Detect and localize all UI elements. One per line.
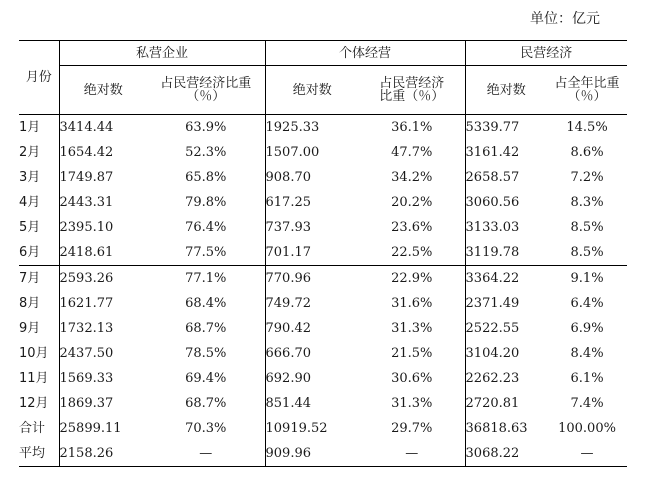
table-row [19, 391, 627, 416]
cell-private-share: — [147, 441, 265, 467]
cell-private-share: 79.8% [147, 190, 265, 215]
cell-individual-share: 22.9% [359, 266, 465, 292]
unit-label: 单位：亿元 [530, 11, 600, 27]
header-share-line1: 占民营经济 [379, 76, 445, 91]
cell-month: 平均 [19, 441, 59, 467]
cell-individual-share: 30.6% [359, 366, 465, 391]
table-row [19, 416, 627, 441]
cell-nonstate-abs: 3133.03 [465, 220, 520, 235]
cell-nonstate-abs: 3119.78 [465, 245, 520, 260]
cell-individual-share: 31.3% [359, 391, 465, 416]
table-row [19, 190, 627, 215]
table-row [19, 441, 627, 467]
header-abs: 绝对数 [83, 82, 123, 98]
cell-individual-abs: 10919.52 [265, 421, 328, 436]
cell-individual-abs: 790.42 [265, 321, 312, 336]
cell-individual-share: 34.2% [359, 165, 465, 190]
header-group-individual: 个体经营 [265, 41, 465, 66]
cell-share-year: 14.5% [547, 115, 627, 141]
table-row [19, 115, 627, 141]
header-share-line2: （％） [186, 89, 226, 104]
cell-private-abs: 2593.26 [59, 266, 147, 292]
cell-individual-abs: 770.96 [265, 266, 359, 292]
table-row [19, 366, 627, 391]
cell-private-abs: 2443.31 [59, 195, 114, 210]
cell-individual-abs: 1925.33 [265, 115, 359, 141]
cell-private-abs: 25899.11 [59, 421, 122, 436]
cell-month: 10月 [19, 341, 59, 366]
cell-individual-share: 21.5% [359, 341, 465, 366]
header-share-year-line1: 占全年比重 [554, 76, 620, 91]
header-group-nonstate: 民营经济 [465, 41, 627, 66]
cell-nonstate-abs: 3364.22 [465, 266, 547, 292]
cell-individual-share: 23.6% [359, 215, 465, 240]
table-row [19, 215, 627, 240]
cell-private-share: 68.7% [147, 316, 265, 341]
header-abs: 绝对数 [292, 82, 332, 98]
cell-nonstate-abs: 36818.63 [465, 421, 528, 436]
cell-month: 2月 [19, 140, 59, 165]
table-row [19, 291, 627, 316]
cell-nonstate-abs: 2720.81 [465, 396, 520, 411]
cell-nonstate-abs: 3060.56 [465, 195, 520, 210]
cell-nonstate-abs: 2658.57 [465, 170, 520, 185]
cell-nonstate-abs: 3161.42 [465, 145, 520, 160]
cell-private-share: 63.9% [147, 115, 265, 141]
cell-individual-share: 31.3% [359, 316, 465, 341]
cell-individual-abs: 617.25 [265, 195, 312, 210]
cell-individual-share: 20.2% [359, 190, 465, 215]
cell-share-year: 6.9% [570, 321, 604, 336]
cell-share-year: 6.1% [570, 371, 604, 386]
cell-month: 1月 [19, 115, 59, 141]
cell-share-year: 8.3% [570, 195, 604, 210]
cell-share-year: 7.2% [570, 170, 604, 185]
cell-month: 8月 [19, 291, 59, 316]
table-row [19, 266, 627, 292]
cell-private-share: 76.4% [147, 215, 265, 240]
cell-individual-share: 29.7% [359, 416, 465, 441]
cell-share-year: 9.1% [547, 266, 627, 292]
cell-share-year: 8.4% [570, 346, 604, 361]
cell-individual-share: — [359, 441, 465, 467]
cell-month: 5月 [19, 215, 59, 240]
cell-private-abs: 2437.50 [59, 346, 114, 361]
cell-month: 9月 [19, 316, 59, 341]
table-row [19, 341, 627, 366]
cell-individual-abs: 737.93 [265, 220, 312, 235]
cell-private-abs: 1621.77 [59, 296, 114, 311]
cell-nonstate-abs: 5339.77 [465, 115, 547, 141]
cell-private-share: 65.8% [147, 165, 265, 190]
table-row [19, 165, 627, 190]
cell-private-abs: 3414.44 [59, 115, 147, 141]
cell-private-abs: 1869.37 [59, 396, 114, 411]
cell-individual-abs: 909.96 [265, 441, 359, 467]
cell-share-year: 6.4% [570, 296, 604, 311]
cell-nonstate-abs: 2371.49 [465, 296, 520, 311]
cell-individual-share: 22.5% [359, 240, 465, 266]
cell-nonstate-abs: 3068.22 [465, 441, 547, 467]
cell-private-share: 78.5% [147, 341, 265, 366]
cell-month: 6月 [19, 240, 59, 266]
cell-private-abs: 2418.61 [59, 245, 114, 260]
header-group-private: 私营企业 [59, 41, 265, 66]
header-share-year [547, 66, 627, 115]
cell-individual-abs: 692.90 [265, 371, 312, 386]
cell-individual-share: 47.7% [359, 140, 465, 165]
header-share-line1: 占民营经济比重 [160, 76, 252, 91]
cell-individual-share: 36.1% [359, 115, 465, 141]
cell-month: 12月 [19, 391, 59, 416]
cell-month: 合计 [19, 416, 59, 441]
cell-private-abs: 2158.26 [59, 441, 147, 467]
cell-private-abs: 1749.87 [59, 170, 114, 185]
cell-private-abs: 1732.13 [59, 321, 114, 336]
cell-private-abs: 1569.33 [59, 371, 114, 386]
cell-private-share: 68.7% [147, 391, 265, 416]
cell-month: 7月 [19, 266, 59, 292]
cell-month: 3月 [19, 165, 59, 190]
table-row [19, 316, 627, 341]
cell-nonstate-abs: 3104.20 [465, 346, 520, 361]
cell-individual-abs: 1507.00 [265, 145, 320, 160]
cell-share-year: 7.4% [570, 396, 604, 411]
cell-share-year: 8.6% [570, 145, 604, 160]
cell-private-share: 52.3% [147, 140, 265, 165]
table-row [19, 240, 627, 266]
cell-private-share: 69.4% [147, 366, 265, 391]
cell-private-share: 68.4% [147, 291, 265, 316]
cell-individual-abs: 666.70 [265, 346, 312, 361]
cell-private-share: 77.1% [147, 266, 265, 292]
cell-individual-share: 31.6% [359, 291, 465, 316]
cell-share-year: 8.5% [570, 220, 604, 235]
cell-private-share: 70.3% [147, 416, 265, 441]
cell-private-share: 77.5% [147, 240, 265, 266]
cell-month: 11月 [19, 366, 59, 391]
cell-share-year: — [547, 441, 627, 467]
cell-share-year: 8.5% [570, 245, 604, 260]
cell-nonstate-abs: 2262.23 [465, 371, 520, 386]
cell-individual-abs: 701.17 [265, 245, 312, 260]
cell-share-year: 100.00% [558, 421, 616, 436]
cell-private-abs: 1654.42 [59, 145, 114, 160]
header-abs: 绝对数 [486, 82, 526, 98]
cell-individual-abs: 749.72 [265, 296, 312, 311]
cell-nonstate-abs: 2522.55 [465, 321, 520, 336]
header-share [359, 66, 465, 115]
cell-month: 4月 [19, 190, 59, 215]
header-share-year-line2: （％） [567, 89, 607, 104]
data-table [19, 40, 627, 467]
cell-individual-abs: 908.70 [265, 170, 312, 185]
header-share [147, 66, 265, 115]
header-share-line2: 比重（％） [379, 89, 445, 104]
header-month: 月份 [19, 41, 59, 115]
table-row [19, 140, 627, 165]
cell-individual-abs: 851.44 [265, 396, 312, 411]
cell-private-abs: 2395.10 [59, 220, 114, 235]
